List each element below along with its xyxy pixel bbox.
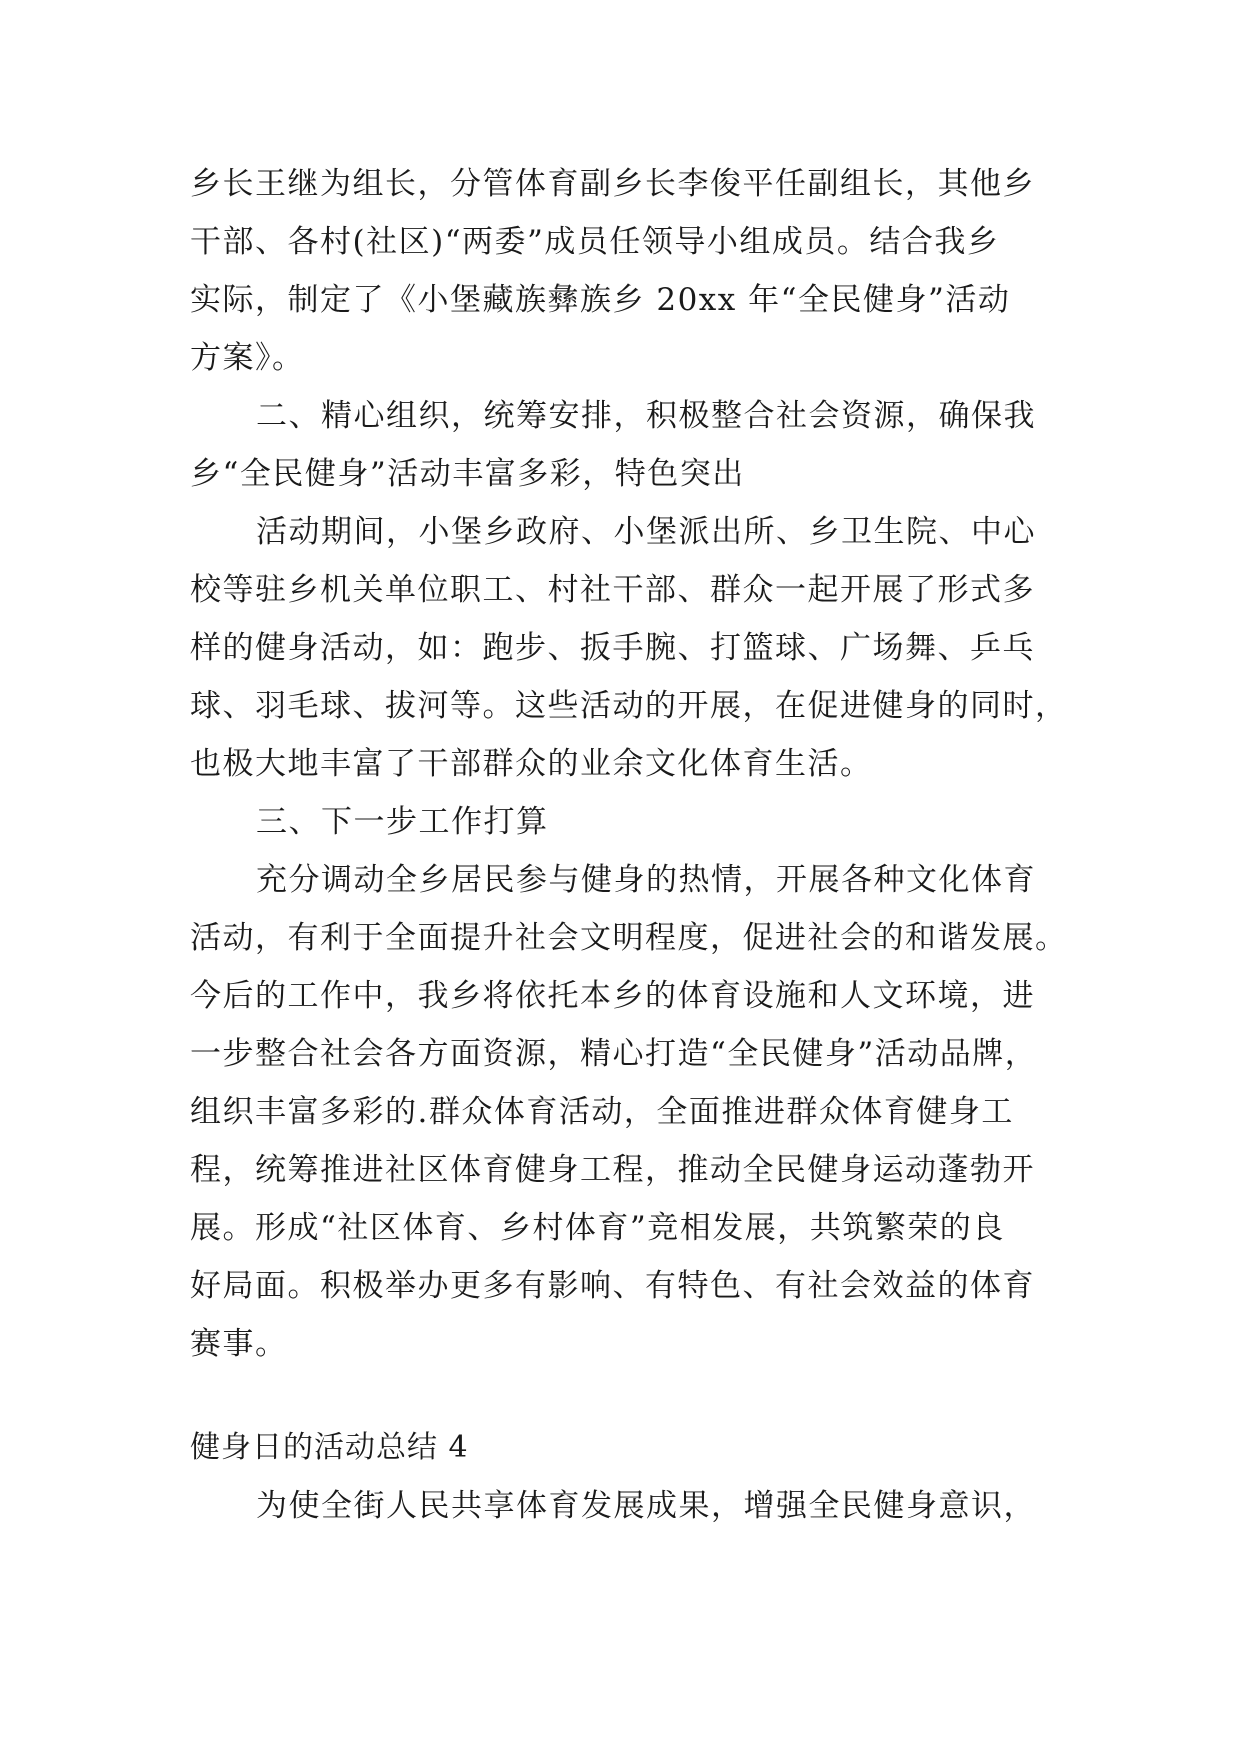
text-line: 展。形成“社区体育、乡村体育”竞相发展，共筑繁荣的良 (190, 1210, 1005, 1246)
paragraph-activities (190, 503, 1068, 793)
text-line: 活动，有利于全面提升社会文明程度，促进社会的和谐发展。 (190, 920, 1068, 956)
heading-two (190, 387, 1050, 503)
text-line: 赛事。 (190, 1326, 288, 1362)
text-line: 好局面。积极举办更多有影响、有特色、有社会效益的体育 (190, 1268, 1035, 1304)
text-line: 方案》。 (190, 340, 305, 376)
section-gap (190, 1373, 1050, 1419)
text-line: 活动期间，小堡乡政府、小堡派出所、乡卫生院、中心 (256, 514, 1036, 550)
paragraph-next-steps (190, 851, 1068, 1373)
text-line: 校等驻乡机关单位职工、村社干部、群众一起开展了形式多 (190, 572, 1035, 608)
text-line: 乡“全民健身”活动丰富多彩，特色突出 (190, 456, 745, 492)
text-line: 实际，制定了《小堡藏族彝族乡 20xx 年“全民健身”活动 (190, 282, 1011, 318)
document-body (190, 155, 1068, 1535)
paragraph-continuation (190, 155, 1050, 387)
text-line: 球、羽毛球、拔河等。这些活动的开展，在促进健身的同时， (190, 688, 1068, 724)
text-line: 干部、各村(社区)“两委”成员任领导小组成员。结合我乡 (190, 224, 1000, 260)
section-title-text: 健身日的活动总结 4 (190, 1430, 469, 1465)
text-line: 乡长王继为组长，分管体育副乡长李俊平任副组长，其他乡 (190, 166, 1035, 202)
text-line: 为使全街人民共享体育发展成果，增强全民健身意识， (256, 1488, 1036, 1524)
text-line: 充分调动全乡居民参与健身的热情，开展各种文化体育 (256, 862, 1036, 898)
text-line: 今后的工作中，我乡将依托本乡的体育设施和人文环境，进 (190, 978, 1035, 1014)
text-line: 程，统筹推进社区体育健身工程，推动全民健身运动蓬勃开 (190, 1152, 1035, 1188)
text-line: 一步整合社会各方面资源，精心打造“全民健身”活动品牌， (190, 1036, 1038, 1072)
text-line: 也极大地丰富了干部群众的业余文化体育生活。 (190, 746, 873, 782)
text-line: 三、下一步工作打算 (256, 804, 549, 840)
text-line: 样的健身活动，如：跑步、扳手腕、打篮球、广场舞、乒乓 (190, 630, 1035, 666)
paragraph-intro (190, 1477, 1050, 1535)
text-line: 二、精心组织，统筹安排，积极整合社会资源，确保我 (256, 398, 1036, 434)
section-title (190, 1419, 1050, 1477)
heading-three (190, 793, 1050, 851)
text-line: 组织丰富多彩的.群众体育活动，全面推进群众体育健身工 (190, 1094, 1014, 1130)
